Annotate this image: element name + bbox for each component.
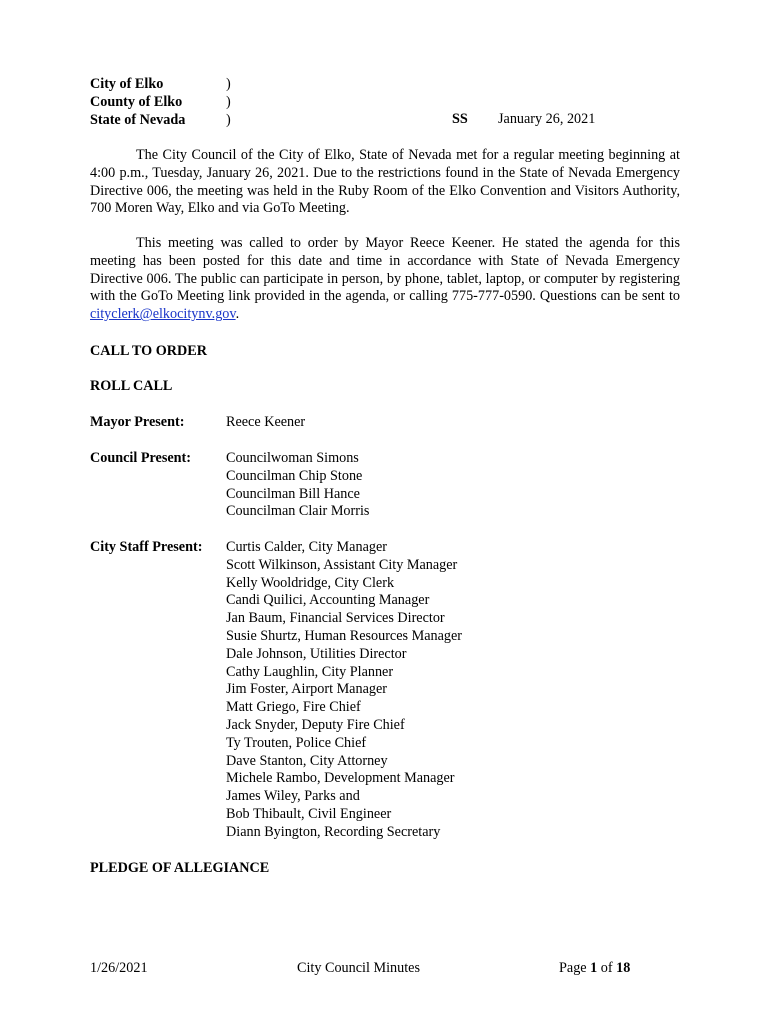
paren-3: ) (226, 111, 231, 128)
list-item: Councilman Chip Stone (226, 467, 363, 484)
staff-label: City Staff Present: (90, 539, 203, 555)
list-item: Curtis Calder, City Manager (226, 539, 387, 555)
list-item: Candi Quilici, Accounting Manager (226, 592, 430, 609)
list-item: Jan Baum, Financial Services Director (226, 610, 445, 627)
call-order-paragraph-text: This meeting was called to order by Mayor Reece Keener. He stated the agenda for this meeting has been posted for this date and time in accordance with State of Nevada Emergency Directive 006. The public can participate in person, by phone, tablet, laptop, or computer by registering with the GoTo Meeting link provided in the agenda, or calling 775-777-0590. Questions can be sent to (90, 235, 680, 305)
document-date: January 26, 2021 (498, 111, 596, 127)
call-order-paragraph (90, 235, 680, 324)
paren-2: ) (226, 93, 231, 110)
intro-paragraph (90, 147, 680, 218)
mayor-list (226, 414, 305, 432)
heading-pledge: PLEDGE OF ALLEGIANCE (90, 860, 270, 876)
footer-title: City Council Minutes (297, 960, 420, 976)
list-item: Bob Thibault, Civil Engineer (226, 805, 392, 822)
staff-list (226, 539, 462, 842)
mayor-label: Mayor Present: (90, 414, 185, 430)
heading-call-to-order: CALL TO ORDER (90, 343, 207, 359)
list-item: Susie Shurtz, Human Resources Manager (226, 627, 463, 644)
venue-line-state: State of Nevada (90, 111, 186, 128)
footer-date: 1/26/2021 (90, 960, 148, 976)
page-prefix: Page (559, 960, 591, 976)
list-item: Ty Trouten, Police Chief (226, 734, 367, 751)
ss-marker: SS (452, 111, 468, 127)
list-item: Scott Wilkinson, Assistant City Manager (226, 556, 458, 573)
page-of: of (597, 960, 617, 976)
page-current: 1 (590, 960, 598, 976)
paren-1: ) (226, 76, 231, 92)
list-item: Cathy Laughlin, City Planner (226, 663, 394, 680)
list-item: Councilman Bill Hance (226, 485, 360, 502)
list-item: Michele Rambo, Development Manager (226, 770, 455, 787)
list-item: James Wiley, Parks and (226, 788, 360, 805)
list-item: Diann Byington, Recording Secretary (226, 823, 441, 840)
list-item: Councilwoman Simons (226, 450, 359, 466)
venue-line-city: City of Elko (90, 76, 164, 92)
heading-roll-call: ROLL CALL (90, 378, 173, 394)
list-item: Dale Johnson, Utilities Director (226, 645, 407, 662)
list-item: Jack Snyder, Deputy Fire Chief (226, 716, 405, 733)
list-item: Councilman Clair Morris (226, 503, 370, 520)
page-total: 18 (616, 960, 631, 976)
list-item: Kelly Wooldridge, City Clerk (226, 574, 395, 591)
list-item: Dave Stanton, City Attorney (226, 752, 388, 769)
council-label: Council Present: (90, 450, 192, 466)
council-list (226, 450, 369, 521)
list-item: Jim Foster, Airport Manager (226, 681, 387, 698)
clerk-email-link[interactable]: cityclerk@elkocitynv.gov (90, 306, 236, 323)
intro-paragraph-text: The City Council of the City of Elko, State of Nevada met for a regular meeting beginning at 4:00 p.m., Tuesday, January 26, 2021. Due to the restrictions found in the State of Nevada Emergency Directive 006, the meeting was held in the Ruby Room of the Elko Convention and Visitors Authority, 700 Moren Way, Elko and via GoTo Meeting. (90, 147, 680, 217)
venue-line-county: County of Elko (90, 93, 183, 110)
venue-block (90, 76, 185, 129)
call-order-paragraph-end: . (235, 306, 240, 323)
list-item: Matt Griego, Fire Chief (226, 699, 361, 716)
paren-column (226, 76, 231, 129)
mayor-name: Reece Keener (226, 414, 306, 430)
footer-page-number (559, 960, 630, 977)
